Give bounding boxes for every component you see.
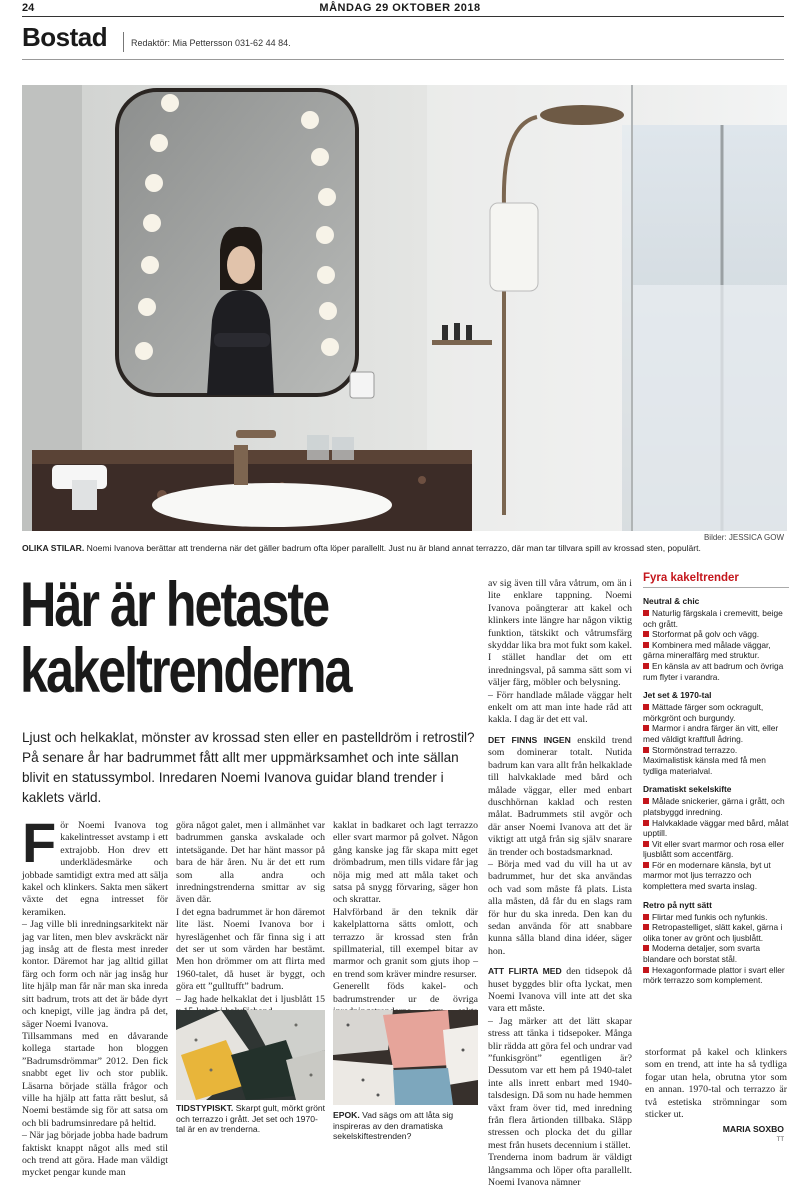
caption-lead: OLIKA STILAR. [22, 543, 85, 553]
issue-date: MÅNDAG 29 OKTOBER 2018 [319, 2, 481, 14]
body-column-3 [333, 820, 478, 1031]
fact-box-item-text: Mättade färger som ockragult, mörkgrönt och burgundy. [643, 702, 764, 723]
body-column-2 [176, 820, 325, 1019]
column-3-text: kaklat in badkaret och lagt terrazzo eller svart marmor på golvet. Någon gång kanske jag får skapa mitt eget drömbadrum, men tills vidare får jag nöja mig med att måla taket och satsa på snygg förvaring, säger hon och skrattar. Halvförband är den teknik där kakelplattorna sätts omlott, och terrazzo är krossad sten från spillmaterial, till exempel bitar av marmor och granit som gjuts ihop – en trend som kräver mindre resurser. Generellt föds kakel- och badrumstrender ur de övriga [333, 820, 478, 1005]
column-2-text: göra något galet, men i allmänhet var badrummen ganska avskalade och intetsägande. Det har hänt massor på bara de här åren. Nu är det ett rum som alla andra och inredningstrenderna smittar av sig även där. I det egna badrummet är hon däremot lite läst. Noemi Ivanova bor i hyreslägenhet och får finna sig i att det ser ut som värden har bestämt. Men hon drömmer om att flirta med 1960-talet, då huset är byggt, och göra ett ”gulltufft” badrum. – Jag hade helkaklat det i ljusblått 15 [176, 820, 325, 1005]
tile-photo-1 [176, 1010, 325, 1100]
headline [20, 572, 388, 704]
fact-box-item [643, 608, 789, 629]
tile-photo-2 [333, 1010, 478, 1105]
bullet-square-icon [643, 704, 649, 710]
bullet-square-icon [643, 610, 649, 616]
body-column-5 [645, 1047, 787, 1121]
top-rule [22, 16, 784, 17]
photo-credit: Bilder: JESSICA GOW [703, 533, 784, 542]
fact-box-item [643, 745, 789, 777]
fact-box-item [643, 965, 789, 986]
bullet-square-icon [643, 967, 649, 973]
fact-box-heading: Dramatiskt sekelskifte [643, 784, 732, 795]
photo-caption [22, 543, 787, 553]
fact-box-item-text: Marmor i andra färger än vitt, eller med väldigt kraftfull ådring. [643, 723, 779, 744]
fact-box-item-text: Halvkaklade väggar med bård, målat upptill. [643, 817, 789, 839]
fact-box [643, 572, 789, 1040]
bullet-square-icon [643, 725, 649, 731]
fact-box-item [643, 796, 789, 817]
fact-box-item [643, 723, 789, 744]
fact-box-item [643, 702, 789, 723]
fact-box-item-text: Retropastelliget, slätt kakel, gärna i olika toner av grönt och ljusblått. [643, 922, 783, 943]
tile-caption-2-lead: EPOK. [333, 1110, 360, 1120]
bullet-square-icon [643, 820, 649, 826]
fact-box-item [643, 661, 789, 682]
bullet-square-icon [643, 663, 649, 669]
fact-box-item-text: Storformat på golv och vägg. [652, 629, 760, 640]
tile-caption-2 [333, 1110, 478, 1142]
body-column-4 [488, 578, 632, 1190]
header-rule [22, 59, 784, 60]
fact-box-item-text: Naturlig färgskala i cremevitt, beige och grått. [643, 608, 783, 629]
section-title: Bostad [22, 22, 108, 52]
fact-box-item [643, 912, 789, 923]
fact-box-item [643, 860, 789, 892]
fact-box-item-text: Kombinera med målade väggar, gärna mineralfärg med struktur. [643, 639, 771, 661]
fact-box-item [643, 640, 789, 661]
bullet-square-icon [643, 798, 649, 804]
page-number: 24 [22, 2, 35, 14]
fact-box-heading: Neutral & chic [643, 596, 700, 606]
column-4-part-3: den tidsepok då huset byggdes blir ofta lyckat, men Noemi Ivanova vill inte att det ska vara ett måste. – Jag märker att det lätt skapar stress att tänka i tidsepoker. Många blir rädda att göra fel och undrar vad ”funkisgrönt” egentligen är? Dessutom var ett hem på 1940-talet inte alls inrett enbart med 1940-talsdesign. Då som nu hade hemmen växt fram över tid, med inredning från flera årtionden tillbaka. Släpp stressen och plocka det du gillar mest från husets decennium i stället. Trenderna inom badrum är väldigt långsamma och löper ofta parallellt. Noemi Ivanova nämner [488, 966, 632, 1189]
fact-box-body [643, 596, 789, 986]
tile-caption-1 [176, 1103, 325, 1135]
fact-box-heading: Retro på nytt sätt [643, 899, 712, 910]
main-photo [22, 85, 787, 531]
fact-box-item [643, 818, 789, 839]
caption-text: Noemi Ivanova berättar att trenderna när det gäller badrum ofta löper parallellt. Just nu är bland annat terrazzo, där man tar tillvara spill av krossad sten, populärt. [84, 543, 701, 553]
ingress: Ljust och helkaklat, mönster av krossad sten eller en pastelldröm i retrostil? På senare år har badrummet fått allt mer uppmärksamhet och inte sällan blivit en statussymbol. Inredaren Noemi Ivanova guidar bland trender i kaklets värld. [22, 730, 475, 805]
fact-box-item [643, 922, 789, 943]
agency-tag: TT [776, 1137, 784, 1143]
bullet-square-icon [643, 924, 649, 930]
bullet-square-icon [643, 914, 649, 920]
body-column-1 [22, 811, 168, 1180]
fact-box-item-text: Moderna detaljer, som svarta blandare och borstat stål. [643, 943, 760, 965]
bullet-square-icon [643, 747, 649, 753]
drop-cap: F [22, 811, 57, 874]
section-separator [123, 32, 124, 52]
fact-box-item-text: Målade snickerier, gärna i grått, och platsbyggd inredning. [643, 796, 785, 817]
tile-caption-1-lead: TIDSTYPISKT. [176, 1103, 234, 1113]
fact-box-item [643, 943, 789, 964]
fact-box-item-text: Vit eller svart marmor och rosa eller ljusblått som accentfärg. [643, 838, 785, 860]
section-lead-2: DET FINNS INGEN [488, 734, 571, 745]
headline-line-2: kakeltrenderna [20, 636, 351, 706]
fact-box-item [643, 839, 789, 860]
editor-line: Redaktör: Mia Pettersson 031-62 44 84. [131, 38, 291, 48]
bullet-square-icon [643, 631, 649, 637]
column-5-text: storformat på kakel och klinkers som en trend, att inte ha så tydliga fogar utan hela, obrutna ytor som en annan. 1970-tal och terrazzo är två estetiska strömningar som sticker ut. [645, 1047, 787, 1121]
bullet-square-icon [643, 862, 649, 868]
bullet-square-icon [643, 945, 649, 951]
fact-box-item-text: För en modernare känsla, byt ut marmor mot ljus terrazzo och komplettera med svarta inslag. [643, 859, 771, 892]
fact-box-item [643, 629, 789, 640]
column-1-text: ör Noemi Ivanova tog kakelintresset avstamp i ett extrajobb. Hon drev ett underklädesmärke och jobbade samtidigt extra med att sälja kakel och klinkers. Sakta men säkert växte det egna intresset för keramiken. – Jag ville bli inredningsarkitekt när jag var liten, men blev avskräckt när jag insåg att de flesta mest inreder kontor. Däremot har jag alltid gillat färg och form och när jag insåg hur lite hjälp man får när man ska inreda sitt badrum, trots att det är både dyrt och knepigt, ville jag ändra på det, säger Noemi Ivanova. Tillsammans med en dåvarande kollega startade hon bloggen ”Badrumsdrömmar” 2012. Den fick snabbt eget liv och stor publik. Läsarna började ställa frågor och ville ha hjälp att fatta rätt beslut, så Noemi bestämde sig för att satsa om och bli badrumsinredare på heltid. – När jag började jobba hade badrum faktiskt knappt något alls med stil och trend att göra. Hade man väldigt mycket pengar kunde man [22, 820, 168, 1179]
fact-box-item-text: Stormönstrad terrazzo. Maximalistisk känsla med få men tydliga materialval. [643, 744, 766, 776]
section-lead-3: ATT FLIRTA MED [488, 966, 562, 977]
fact-box-title: Fyra kakeltrender [643, 572, 789, 588]
bullet-square-icon [643, 642, 649, 648]
fact-box-item-text: Hexagonformade plattor i svart eller mörk terrazzo som komplement. [643, 964, 785, 986]
fact-box-item-text: Flirtar med funkis och nyfunkis. [652, 911, 768, 922]
column-4-part-1: av sig även till våra våtrum, om än i lite enklare tappning. Noemi Ivanova poängterar att kakel och klinkers inte längre har någon viktig funktion, tätskikt och våtrumsfärg skyddar lika bra mot fukt som kakel. I stället handlar det om ett inredningsval, på samma sätt som vi väljer färg, möbler och belysning. – Förr handlade målade väggar helt enkelt om att man inte hade råd att kakla. I dag är det ett val. [488, 578, 632, 726]
bullet-square-icon [643, 841, 649, 847]
column-4-part-2: enskild trend som dominerar totalt. Nutida badrum kan vara allt från helkaklade till halvkaklade med bård och målade väggar, eller med enbart duschhörnan kaklad och resten målat. Badrummets stil avgör och där anser Noemi Ivanova att det är viktigt att utgå från sig själv snarare än trender och bostadsmarknad. – Börja med vad du vill ha ut av badrummet, hur det ska användas och vad som måste få plats. Lista alla måsten, då får du en slags ram för hur du ska inreda. Den kan du sedan använda för att snabbare kunna sålla bland dina idéer, säger hon. [488, 734, 632, 957]
headline-line-1: Här är hetaste [20, 570, 329, 640]
tile-caption-2-text: Vad sägs om att låta sig inspireras av den dramatiska sekelskiftestrenden? [333, 1110, 454, 1142]
fact-box-heading: Jet set & 1970-tal [643, 690, 712, 701]
byline: MARIA SOXBO [722, 1124, 784, 1134]
fact-box-item-text: En känsla av att badrum och övriga rum flyter i varandra. [643, 660, 784, 682]
tile-caption-1-text: Skarpt gult, mörkt grönt och terrazzo i grått. Jet set och 1970-tal är en av trenderna. [176, 1103, 326, 1135]
